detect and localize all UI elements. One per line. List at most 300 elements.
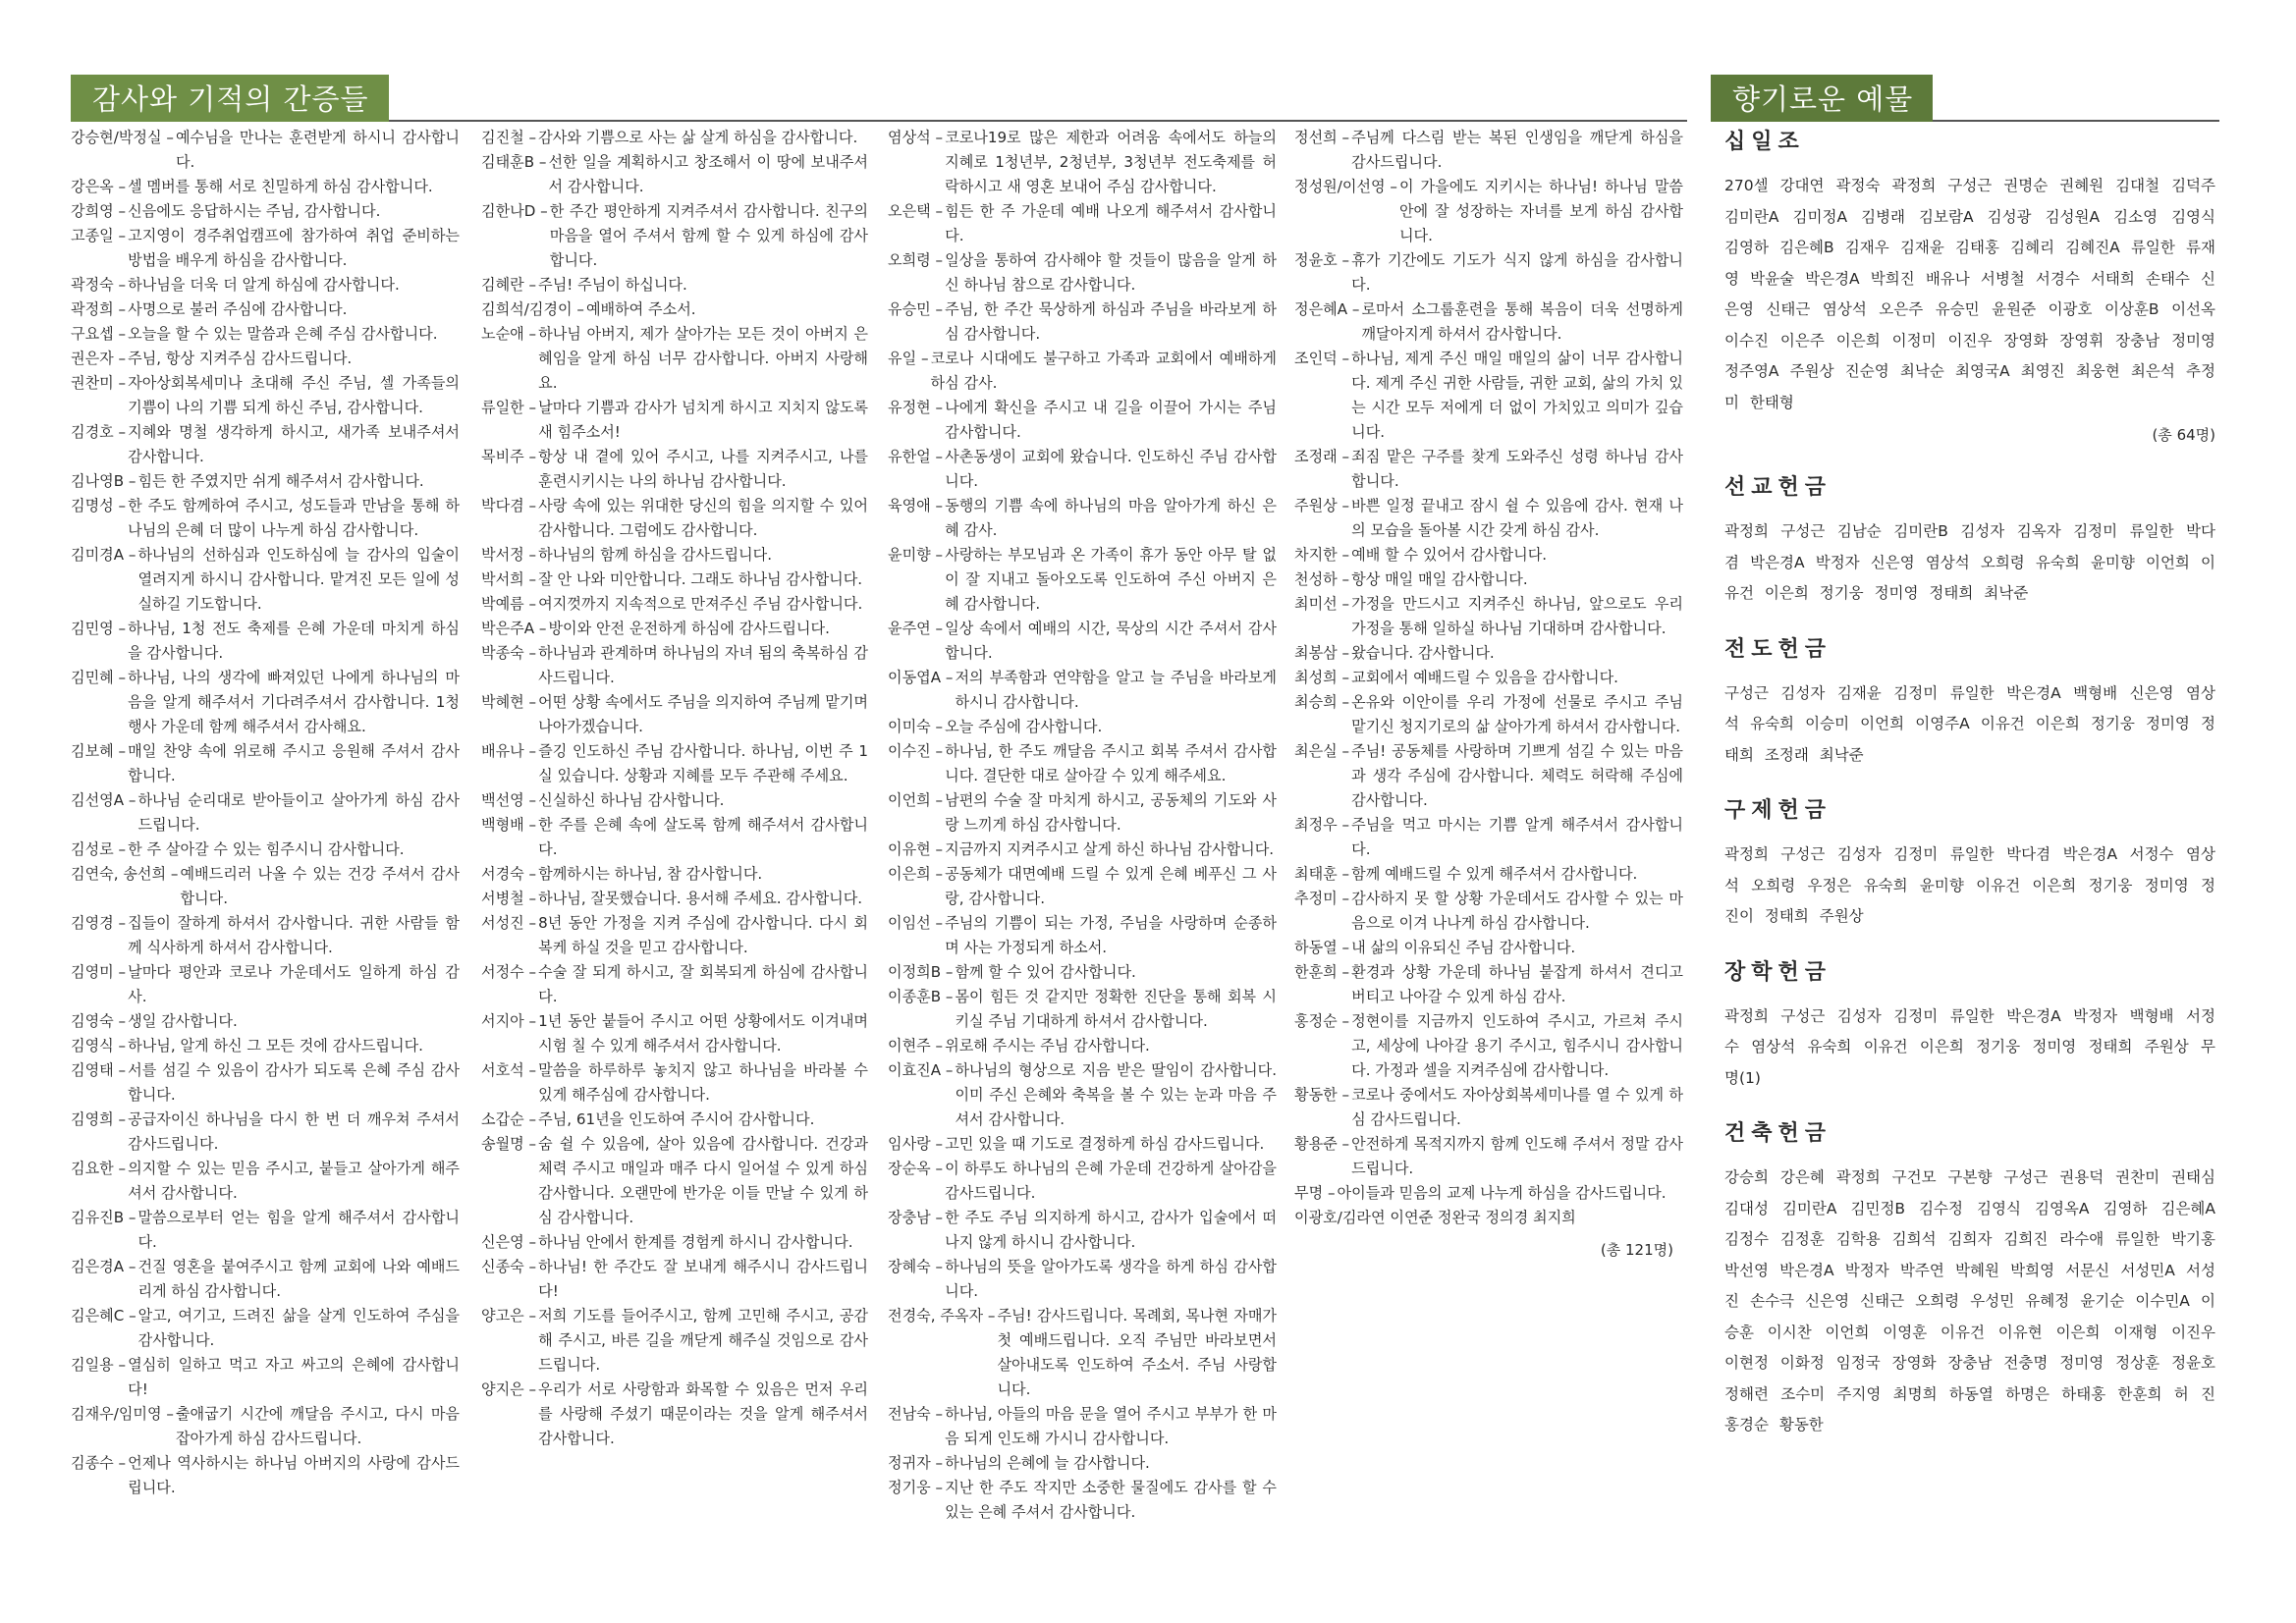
testimony-author-wrap: 김유진B –	[71, 1209, 137, 1226]
testimony-text: 집들이 잘하게 하셔서 감사합니다. 귀한 사람들 함께 식사하게 하셔서 감사합니다.	[128, 914, 460, 956]
testimony-text: 한 주를 은혜 속에 살도록 함께 해주셔서 감사합니다.	[538, 816, 868, 858]
testimony-author: 무명	[1294, 1184, 1324, 1202]
testimony-column	[71, 126, 460, 1500]
testimony-author: 노순애	[481, 325, 524, 343]
offering-title: 전도헌금	[1724, 636, 1832, 662]
testimony-author-wrap: 김재우/임미영 –	[71, 1405, 174, 1423]
testimony-entry	[481, 396, 868, 445]
testimony-author-wrap: 김일용 –	[71, 1356, 127, 1374]
testimony-entry	[481, 1009, 868, 1058]
testimony-author-wrap: 박서희 –	[481, 570, 537, 588]
testimony-entry	[481, 739, 868, 788]
testimony-author-wrap: 김희석/김경이 –	[481, 300, 584, 318]
testimony-column	[481, 126, 868, 1451]
testimony-text: 하나님의 형상으로 지음 받은 딸임이 감사합니다. 이미 주신 은혜와 축복을 볼 수 있는 눈과 마음 주셔서 감사합니다.	[955, 1061, 1277, 1128]
testimony-text: 감사하지 못 할 상황 가운데서도 감사할 수 있는 마음으로 이겨 나나게 하심 감사합니다.	[1351, 890, 1683, 932]
offerings-list	[1724, 128, 2215, 1467]
testimony-author: 정기웅	[888, 1479, 931, 1496]
testimony-entry	[71, 1206, 460, 1255]
testimony-author: 양지은	[481, 1380, 524, 1398]
testimony-author-wrap: 최정우 –	[1294, 816, 1350, 834]
testimony-text: 일상 속에서 예배의 시간, 묵상의 시간 주셔서 감사합니다.	[945, 620, 1277, 662]
testimony-author: 배유나	[481, 742, 524, 760]
testimony-author-wrap: 육영애 –	[888, 497, 944, 514]
testimony-author-wrap: 박예름 –	[481, 595, 537, 613]
testimony-author: 이임선	[888, 914, 931, 932]
testimony-author: 김경호	[71, 423, 114, 441]
testimony-text: 사랑하는 부모님과 온 가족이 휴가 동안 아무 탈 없이 잘 지내고 돌아오도록 인도하여 주신 아버지 은혜 감사합니다.	[945, 546, 1277, 613]
testimony-entry	[481, 690, 868, 739]
testimony-author: 김종수	[71, 1454, 114, 1472]
testimony-entry	[71, 371, 460, 420]
testimony-author: 강승현/박정실	[71, 129, 162, 146]
testimony-author-wrap: 김미경A –	[71, 546, 137, 564]
testimony-author: 김영식	[71, 1037, 114, 1055]
testimony-author: 김연숙, 송선희	[71, 865, 167, 883]
offering-names: 구성근 김성자 김재윤 김정미 류일한 박은경A 백형배 신은영 염상석 유숙희 이승미 이언희 이영주A 이유건 이은희 정기웅 정미영 정태희 조정래 최낙준	[1724, 683, 2215, 764]
testimony-entry	[481, 199, 868, 273]
testimony-text: 주님, 항상 지켜주심 감사드립니다.	[128, 350, 353, 367]
testimony-author: 김은경A	[71, 1258, 125, 1275]
testimony-entry	[888, 788, 1277, 838]
offering-names: 강승희 강은혜 곽정희 구건모 구본향 구성근 권용덕 권찬미 권태심 김대성 김미란A 김민정B 김수정 김영식 김영옥A 김영하 김은혜A 김정수 김정훈 김학용 김희석 김희자 김희진 라수애 류일한 박기홍 박선영 박은경A 박정자 박주연 박혜원 박희영 서문신 서성민A 서성진 손수극 신은영 신태근 오희령 우성민 유혜정 윤기순 이수민A 이승훈 이시찬 이언희 이영훈 이유건 이유현 이은희 이재형 이진우 이현정 이화정 임정국 장영화 장충남 전충명 정미영 정상훈 정윤호 정해련 조수미 주지영 최명희 하동열 하명은 하태홍 한훈희 허 진 홍경순 황동한	[1724, 1168, 2215, 1434]
testimony-author: 전남숙	[888, 1405, 931, 1423]
testimony-author-wrap: 김민영 –	[71, 620, 127, 637]
testimony-text: 한 주도 함께하여 주시고, 성도들과 만남을 통해 하나님의 은혜 더 많이 나누게 하심 감사합니다.	[128, 497, 460, 539]
testimony-text: 신음에도 응답하시는 주님, 감사합니다.	[128, 202, 381, 220]
testimony-entry	[888, 1451, 1277, 1476]
testimony-text: 매일 찬양 속에 위로해 주시고 응원해 주셔서 감사합니다.	[128, 742, 460, 784]
testimony-text: 주님, 한 주간 묵상하게 하심과 주님을 바라보게 하심 감사합니다.	[945, 300, 1277, 343]
testimony-entry	[888, 715, 1277, 739]
testimony-author: 김은혜C	[71, 1307, 125, 1325]
testimony-author: 서지아	[481, 1012, 524, 1030]
testimony-entry	[1294, 592, 1683, 641]
testimony-author: 백형배	[481, 816, 524, 834]
testimony-entry	[888, 1476, 1277, 1525]
testimony-author-wrap: 김경호 –	[71, 423, 127, 441]
testimony-author: 박서희	[481, 570, 524, 588]
testimony-text: 휴가 기간에도 기도가 식지 않게 하심을 감사합니다.	[1351, 251, 1683, 294]
testimony-author-wrap: 김은혜C –	[71, 1307, 137, 1325]
testimony-author-wrap: 임사랑 –	[888, 1135, 944, 1153]
testimony-author: 박종숙	[481, 644, 524, 662]
testimony-author-wrap: 김나영B –	[71, 472, 137, 490]
testimony-text: 하나님의 뜻을 알아가도록 생각을 하게 하심 감사합니다.	[945, 1258, 1277, 1300]
testimony-text: 하나님, 한 주도 깨달음 주시고 회복 주셔서 감사합니다. 결단한 대로 살아갈 수 있게 해주세요.	[945, 742, 1277, 784]
testimony-author: 신은영	[481, 1233, 524, 1251]
testimony-text: 동행의 기쁨 속에 하나님의 마음 알아가게 하신 은혜 감사.	[945, 497, 1277, 539]
testimony-text: 한 주도 주님 의지하게 하시고, 감사가 입술에서 떠나지 않게 하시니 감사합니다.	[945, 1209, 1277, 1251]
testimony-entry	[1294, 1132, 1683, 1181]
testimony-author-wrap: 유한얼 –	[888, 448, 944, 465]
testimony-author-wrap: 강은옥 –	[71, 178, 127, 195]
testimony-total: (총 121명)	[1600, 1241, 1673, 1259]
testimony-entry	[481, 788, 868, 813]
testimony-text: 주님, 61년을 인도하여 주시어 감사합니다.	[538, 1110, 815, 1128]
testimony-text: 하나님, 제게 주신 매일 매일의 삶이 너무 감사합니다. 제게 주신 귀한 사람들, 귀한 교회, 삶의 가치 있는 시간 모두 저에게 더 없이 가치있고 의미가 깊습니다.	[1351, 350, 1683, 441]
testimony-text: 오늘 주심에 감사합니다.	[945, 718, 1103, 735]
testimony-author: 김명성	[71, 497, 114, 514]
testimony-author-wrap: 김연숙, 송선희 –	[71, 865, 179, 883]
testimony-author: 이정희B	[888, 963, 942, 981]
offering-names: 곽정희 구성근 김성자 김정미 류일한 박다겸 박은경A 서정수 염상석 오희령 우정은 유숙희 윤미향 이유건 이은희 정기웅 정미영 정진이 정태희 주원상	[1724, 845, 2215, 925]
testimony-author-wrap: 오희령 –	[888, 251, 944, 269]
testimony-author: 김영경	[71, 914, 114, 932]
offering-names: 곽정희 구성근 김성자 김정미 류일한 박은경A 박정자 백형배 서정수 염상석 유숙희 이유건 이은희 정기웅 정미영 정태희 주원상 무명(1)	[1724, 1006, 2215, 1087]
testimony-entry	[71, 1157, 460, 1206]
testimony-column	[1294, 126, 1683, 1263]
testimony-text: 말씀을 하루하루 놓치지 않고 하나님을 바라볼 수 있게 해주심에 감사합니다.	[538, 1061, 868, 1104]
testimony-author: 김민영	[71, 620, 114, 637]
testimony-entry	[1294, 1009, 1683, 1083]
testimony-author: 유정현	[888, 399, 931, 416]
testimony-entry	[481, 813, 868, 862]
testimony-author-wrap: 이현주 –	[888, 1037, 944, 1055]
testimony-entry	[888, 985, 1277, 1034]
testimony-author: 소갑순	[481, 1110, 524, 1128]
testimony-author-wrap: 최성희 –	[1294, 669, 1350, 686]
testimony-author: 차지한	[1294, 546, 1338, 564]
testimony-text: 어떤 상황 속에서도 주님을 의지하여 주님께 맡기며 나아가겠습니다.	[538, 693, 868, 735]
testimony-author-wrap: 서호석 –	[481, 1061, 537, 1079]
testimony-entry	[481, 1255, 868, 1304]
testimony-entry	[71, 347, 460, 371]
testimony-text: 이 가을에도 지키시는 하나님! 하나님 말씀 안에 잘 성장하는 자녀를 보게 하심 감사합니다.	[1398, 178, 1683, 244]
testimony-author-wrap: 유승민 –	[888, 300, 944, 318]
testimony-entry	[888, 298, 1277, 347]
testimony-text: 한 주 살아갈 수 있는 힘주시니 감사합니다.	[128, 840, 405, 858]
testimony-author: 김한나D	[481, 202, 536, 220]
testimony-entry	[888, 960, 1277, 985]
testimony-author-wrap: 김태훈B –	[481, 153, 547, 171]
testimony-text: 하나님! 한 주간도 잘 보내게 해주시니 감사드립니다!	[538, 1258, 868, 1300]
testimony-author: 김혜란	[481, 276, 524, 294]
testimony-entry	[71, 617, 460, 666]
testimony-entry	[481, 862, 868, 887]
testimony-entry	[481, 494, 868, 543]
testimony-author: 목비주	[481, 448, 524, 465]
testimony-entry	[481, 1108, 868, 1132]
testimony-author-wrap: 이임선 –	[888, 914, 944, 932]
testimony-entry	[1294, 641, 1683, 666]
testimony-entry	[888, 1304, 1277, 1402]
testimony-author-wrap: 서경숙 –	[481, 865, 537, 883]
testimony-author: 김보혜	[71, 742, 114, 760]
testimony-author: 염상석	[888, 129, 931, 146]
testimony-text: 날마다 기쁨과 감사가 넘치게 하시고 지치지 않도록 새 힘주소서!	[538, 399, 868, 441]
testimony-author: 김진철	[481, 129, 524, 146]
testimony-author-wrap: 백형배 –	[481, 816, 537, 834]
testimony-text: 항상 내 곁에 있어 주시고, 나를 지켜주시고, 나를 훈련시키시는 나의 하나님 감사합니다.	[538, 448, 868, 490]
testimony-author-wrap: 장순옥 –	[888, 1160, 944, 1177]
offering-group	[1724, 473, 2215, 610]
testimony-author-wrap: 이은희 –	[888, 865, 944, 883]
testimony-text: 선한 일을 계획하시고 창조해서 이 땅에 보내주셔서 감사합니다.	[548, 153, 868, 195]
testimony-author: 서성진	[481, 914, 524, 932]
testimony-entry	[481, 887, 868, 911]
testimony-text: 하나님의 선하심과 인도하심에 늘 감사의 입술이 열려지게 하시니 감사합니다. 맡겨진 모든 일에 성실하길 기도합니다.	[137, 546, 460, 613]
testimony-entry	[71, 960, 460, 1009]
testimony-author-wrap: 송월명 –	[481, 1135, 537, 1153]
testimony-entry	[1294, 690, 1683, 739]
testimony-entry	[1294, 887, 1683, 936]
testimony-author-wrap: 김혜란 –	[481, 276, 537, 294]
testimony-text: 여지껏까지 지속적으로 만져주신 주님 감사합니다.	[538, 595, 863, 613]
testimony-text: 즐깅 인도하신 주님 감사합니다. 하나님, 이번 주 1실 있습니다. 상황과 지혜를 모두 주관해 주세요.	[538, 742, 868, 784]
testimony-entry	[888, 617, 1277, 666]
testimony-author: 김영미	[71, 963, 114, 981]
testimony-entry	[1294, 126, 1683, 175]
testimony-text: 예배하여 주소서.	[585, 300, 696, 318]
testimony-author: 김유진B	[71, 1209, 125, 1226]
testimony-text: 수술 잘 되게 하시고, 잘 회복되게 하심에 감사합니다.	[538, 963, 868, 1005]
testimony-author-wrap: 곽정희 –	[71, 300, 127, 318]
testimony-author-wrap: 최태훈 –	[1294, 865, 1350, 883]
testimony-author: 박혜현	[481, 693, 524, 711]
testimony-author-wrap: 최은실 –	[1294, 742, 1350, 760]
testimony-author-wrap: 양고은 –	[481, 1307, 537, 1325]
testimony-text: 이 하루도 하나님의 은혜 가운데 건강하게 살아감을 감사드립니다.	[945, 1160, 1277, 1202]
testimony-entry	[481, 617, 868, 641]
testimony-author: 유승민	[888, 300, 931, 318]
testimony-text: 방이와 안전 운전하게 하심에 감사드립니다.	[548, 620, 830, 637]
testimony-entry	[888, 739, 1277, 788]
testimony-text: 하나님, 1청 전도 축제를 은혜 가운데 마치게 하심을 감사합니다.	[128, 620, 460, 662]
testimony-entry	[1294, 347, 1683, 445]
header-divider	[389, 120, 1687, 122]
testimony-entry	[71, 1108, 460, 1157]
testimony-entry	[481, 1378, 868, 1451]
testimony-author-wrap: 김진철 –	[481, 129, 537, 146]
testimony-author-wrap: 신종숙 –	[481, 1258, 537, 1275]
testimony-author-wrap: 김성로 –	[71, 840, 127, 858]
testimony-author-wrap: 김한나D –	[481, 202, 548, 220]
testimony-text: 고민 있을 때 기도로 결정하게 하심 감사드립니다.	[945, 1135, 1265, 1153]
testimony-author-wrap: 정선희 –	[1294, 129, 1350, 146]
testimony-text: 감사와 기쁨으로 사는 삶 살게 하심을 감사합니다.	[538, 129, 858, 146]
testimony-entry	[888, 199, 1277, 248]
testimony-entry	[481, 1230, 868, 1255]
testimony-entry	[481, 1304, 868, 1378]
testimony-entry	[481, 641, 868, 690]
testimony-author: 최태훈	[1294, 865, 1338, 883]
testimony-author-wrap: 강승현/박정실 –	[71, 129, 174, 146]
offering-title: 건축헌금	[1724, 1121, 1832, 1146]
offering-names: 270셀 강대연 곽정숙 곽정희 구성근 권명순 권혜원 김대철 김덕주 김미란A 김미정A 김병래 김보람A 김성광 김성원A 김소영 김영식 김영하 김은혜B 김재우 김재윤 김태홍 김혜리 김혜진A 류일한 류재영 박윤술 박은경A 박희진 배유나 서병철 서경수 서태희 손태수 신은영 신태근 염상석 오은주 유승민 윤원준 이광호 이상훈B 이선옥 이수진 이은주 이은희 이정미 이진우 장영화 장영휘 장충남 정미영 정주영A 주원상 진순영 최낙순 최영국A 최영진 최웅현 최은석 추정미 한태형	[1724, 177, 2215, 411]
testimony-author-wrap: 추정미 –	[1294, 890, 1350, 907]
testimony-author: 최승희	[1294, 693, 1338, 711]
testimony-entry	[888, 1255, 1277, 1304]
testimony-author: 최미선	[1294, 595, 1338, 613]
testimony-text: 주님! 공동체를 사랑하며 기쁘게 섬길 수 있는 마음과 생각 주심에 감사합니다. 체력도 허락해 주심에 감사합니다.	[1351, 742, 1683, 809]
testimony-author-wrap: 고종일 –	[71, 227, 127, 244]
testimony-text: 하나님 순리대로 받아들이고 살아가게 하심 감사드립니다.	[137, 791, 460, 834]
testimony-entry	[71, 911, 460, 960]
testimony-entry	[1294, 960, 1683, 1009]
testimony-text: 저희 기도를 들어주시고, 함께 고민해 주시고, 공감해 주시고, 바른 길을 깨닫게 해주실 것임으로 감사드립니다.	[538, 1307, 868, 1374]
header-divider	[1933, 120, 2219, 122]
testimony-entry	[71, 1034, 460, 1058]
testimony-entry	[1294, 862, 1683, 887]
testimony-author-wrap: 김선영A –	[71, 791, 137, 809]
testimony-author-wrap: 배유나 –	[481, 742, 537, 760]
testimony-text: 하나님 아버지, 제가 살아가는 모든 것이 아버지 은혜임을 알게 하심 너무 감사합니다. 아버지 사랑해요.	[538, 325, 868, 392]
testimony-entry	[888, 396, 1277, 445]
testimony-text: 언제나 역사하시는 하나님 아버지의 사랑에 감사드립니다.	[128, 1454, 460, 1496]
testimony-author: 송월명	[481, 1135, 524, 1153]
testimony-entry	[71, 739, 460, 788]
offering-title: 장학헌금	[1724, 959, 1832, 985]
testimony-text: 코로나 중에서도 자아상회복세미나를 열 수 있게 하심 감사드립니다.	[1351, 1086, 1683, 1128]
testimony-text: 날마다 평안과 코로나 가운데서도 일하게 하심 감사.	[128, 963, 460, 1005]
testimony-author: 구요셉	[71, 325, 114, 343]
offerings-header-title: 향기로운 예물	[1711, 75, 1933, 122]
testimony-author: 백선영	[481, 791, 524, 809]
testimony-entry	[1294, 666, 1683, 690]
testimony-text: 내 삶의 이유되신 주님 감사합니다.	[1351, 939, 1576, 956]
testimony-entry	[481, 126, 868, 150]
testimony-entry	[888, 1402, 1277, 1451]
testimony-text: 알고, 여기고, 드려진 삶을 살게 인도하여 주심을 감사합니다.	[137, 1307, 460, 1349]
testimony-author-wrap: 김영희 –	[71, 1110, 127, 1128]
testimony-text: 주님! 감사드립니다. 목례회, 목나현 자매가 첫 예배드립니다. 오직 주님만 바라보면서 살아내도록 인도하여 주소서. 주님 사랑합니다.	[997, 1307, 1277, 1398]
testimony-text: 안전하게 목적지까지 함께 인도해 주셔서 정말 감사드립니다.	[1351, 1135, 1683, 1177]
testimony-entry	[1294, 1083, 1683, 1132]
testimony-author-wrap: 김종수 –	[71, 1454, 127, 1472]
testimony-author: 조인덕	[1294, 350, 1338, 367]
testimony-text: 죄짐 맡은 구주를 찾게 도와주신 성령 하나님 감사합니다.	[1351, 448, 1683, 490]
testimony-author-wrap: 서성진 –	[481, 914, 537, 932]
testimony-author-wrap: 이효진A –	[888, 1061, 954, 1079]
testimony-author-wrap: 노순애 –	[481, 325, 537, 343]
testimony-entry	[481, 1058, 868, 1108]
testimony-entry	[71, 862, 460, 911]
testimony-author-wrap: 홍정순 –	[1294, 1012, 1350, 1030]
testimony-entry	[481, 1132, 868, 1230]
testimony-author: 유일	[888, 350, 917, 367]
testimony-author: 서병철	[481, 890, 524, 907]
testimony-entry	[71, 543, 460, 617]
testimony-entry	[888, 126, 1277, 199]
testimony-author-wrap: 천성하 –	[1294, 570, 1350, 588]
testimony-author: 권찬미	[71, 374, 114, 392]
testimony-entry	[71, 126, 460, 175]
testimony-author: 서경숙	[481, 865, 524, 883]
testimony-entry	[71, 1304, 460, 1353]
testimony-entry	[888, 838, 1277, 862]
testimony-text: 함께하시는 하나님, 참 감사합니다.	[538, 865, 763, 883]
testimony-author-wrap: 이동엽A –	[888, 669, 954, 686]
testimony-author: 하동열	[1294, 939, 1338, 956]
testimony-author-wrap: 차지한 –	[1294, 546, 1350, 564]
testimony-author: 박다겸	[481, 497, 524, 514]
testimony-author: 천성하	[1294, 570, 1338, 588]
testimony-entry	[481, 298, 868, 322]
testimony-author: 곽정희	[71, 300, 114, 318]
testimony-author-wrap: 이정희B –	[888, 963, 954, 981]
testimony-text: 일상을 통하여 감사해야 할 것들이 많음을 알게 하신 하나님 참으로 감사합니다.	[945, 251, 1277, 294]
testimony-author-wrap: 김명성 –	[71, 497, 127, 514]
testimony-entry	[71, 420, 460, 469]
testimony-text: 8년 동안 가정을 지켜 주심에 감사합니다. 다시 회복케 하실 것을 믿고 감사합니다.	[538, 914, 868, 956]
testimony-entry	[888, 1206, 1277, 1255]
testimony-author-wrap: 권찬미 –	[71, 374, 127, 392]
testimony-entry	[888, 1058, 1277, 1132]
testimony-text: 고지영이 경주취업캠프에 참가하여 취업 준비하는 방법을 배우게 하심을 감사합니다.	[128, 227, 460, 269]
testimony-text: 건질 영혼을 붙여주시고 함께 교회에 나와 예배드리게 하심 감사합니다.	[137, 1258, 460, 1300]
testimony-text: 공동체가 대면예배 드릴 수 있게 은혜 베푸신 그 사랑, 감사합니다.	[945, 865, 1277, 907]
testimony-author-wrap: 박종숙 –	[481, 644, 537, 662]
testimony-entry	[481, 322, 868, 396]
testimony-author-wrap: 정기웅 –	[888, 1479, 944, 1496]
testimony-author: 김재우/임미영	[71, 1405, 162, 1423]
testimony-entry	[1294, 248, 1683, 298]
testimony-author-wrap: 윤주연 –	[888, 620, 944, 637]
offering-group	[1724, 635, 2215, 772]
testimony-entry	[888, 911, 1277, 960]
testimony-author-wrap: 서정수 –	[481, 963, 537, 981]
testimony-text: 생일 감사합니다.	[128, 1012, 238, 1030]
testimony-author-wrap: 염상석 –	[888, 129, 944, 146]
testimony-author-wrap: 정윤호 –	[1294, 251, 1350, 269]
testimony-author: 장충남	[888, 1209, 931, 1226]
testimony-author-wrap: 강희영 –	[71, 202, 127, 220]
testimony-author-wrap: 하동열 –	[1294, 939, 1350, 956]
testimony-entry	[71, 666, 460, 739]
testimony-text: 몸이 힘든 것 같지만 정확한 진단을 통해 회복 시키실 주님 기대하게 하셔서 감사합니다.	[955, 988, 1277, 1030]
testimony-author-wrap: 정성원/이선영 –	[1294, 178, 1397, 195]
testimony-author-wrap: 박은주A –	[481, 620, 547, 637]
testimony-author-wrap: 곽정숙 –	[71, 276, 127, 294]
testimony-author: 이미숙	[888, 718, 931, 735]
testimony-text: 주님을 먹고 마시는 기쁨 알게 해주셔서 감사합니다.	[1351, 816, 1683, 858]
testimony-entry	[481, 568, 868, 592]
testimony-entry	[71, 1255, 460, 1304]
testimony-text: 하나님, 알게 하신 그 모든 것에 감사드립니다.	[128, 1037, 423, 1055]
testimony-header-title: 감사와 기적의 간증들	[71, 75, 389, 122]
testimony-text: 환경과 상황 가운데 하나님 붙잡게 하셔서 견디고 버티고 나아갈 수 있게 하심 감사.	[1351, 963, 1683, 1005]
testimony-text: 하나님의 은혜에 늘 감사합니다.	[945, 1454, 1150, 1472]
testimony-author: 정귀자	[888, 1454, 931, 1472]
testimony-author: 김나영B	[71, 472, 125, 490]
testimony-author: 육영애	[888, 497, 931, 514]
testimony-author: 신종숙	[481, 1258, 524, 1275]
offering-total: (총 64명)	[2152, 426, 2215, 444]
testimony-author: 이은희	[888, 865, 931, 883]
testimony-author: 권은자	[71, 350, 114, 367]
testimony-text: 항상 매일 매일 감사합니다.	[1351, 570, 1528, 588]
testimony-author: 오은택	[888, 202, 931, 220]
testimony-text: 열심히 일하고 먹고 자고 싸고의 은혜에 감사합니다!	[128, 1356, 460, 1398]
testimony-author-wrap: 주원상 –	[1294, 497, 1350, 514]
testimony-entry	[481, 150, 868, 199]
testimony-text: 지난 한 주도 작지만 소중한 물질에도 감사를 할 수 있는 은혜 주셔서 감사합니다.	[945, 1479, 1277, 1521]
testimony-author: 이수진	[888, 742, 931, 760]
testimony-text: 서를 섬길 수 있음이 감사가 되도록 은혜 주심 감사합니다.	[128, 1061, 460, 1104]
testimony-author: 양고은	[481, 1307, 524, 1325]
testimony-text: 셀 멤버를 통해 서로 친밀하게 하심 감사합니다.	[128, 178, 433, 195]
testimony-author-wrap: 김은경A –	[71, 1258, 137, 1275]
testimony-entry	[71, 273, 460, 298]
testimony-entry	[888, 445, 1277, 494]
testimony-author-wrap: 윤미향 –	[888, 546, 944, 564]
testimony-text: 로마서 소그룹훈련을 통해 복음이 더욱 선명하게 깨달아지게 하셔서 감사합니다.	[1361, 300, 1683, 343]
testimony-entry	[1294, 175, 1683, 248]
offering-title: 구제헌금	[1724, 798, 1832, 823]
offering-title: 선교헌금	[1724, 475, 1832, 500]
testimony-author-wrap: 이수진 –	[888, 742, 944, 760]
